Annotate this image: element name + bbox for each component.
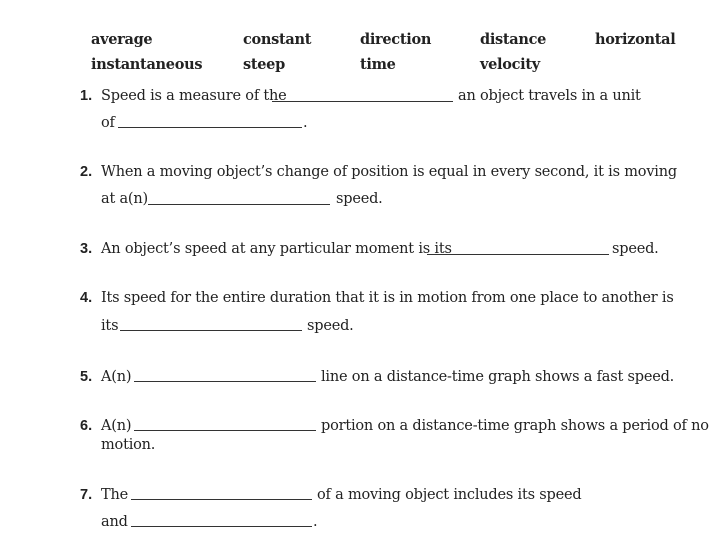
- question-text: portion on a distance-time graph shows a period of no: [321, 418, 709, 434]
- question-text: Its speed for the entire duration that it is in motion from one place to another is: [101, 290, 674, 306]
- question-number: 1.: [80, 88, 93, 104]
- question-number: 6.: [80, 418, 93, 434]
- word-bank-item: constant: [243, 31, 312, 48]
- answer-blank[interactable]: [131, 526, 312, 527]
- question-text: When a moving object’s change of position is equal in every second, it is moving: [101, 164, 677, 180]
- question-text: .: [313, 514, 318, 530]
- question-text: speed.: [307, 318, 354, 334]
- answer-blank[interactable]: [120, 330, 302, 331]
- question-text: its: [101, 318, 119, 334]
- question-text: line on a distance-time graph shows a fast speed.: [321, 369, 675, 385]
- question-text: A(n): [101, 418, 132, 434]
- question-text: of: [101, 115, 115, 131]
- word-bank-item: average: [91, 31, 153, 48]
- answer-blank[interactable]: [131, 499, 312, 500]
- word-bank-item: direction: [360, 31, 432, 48]
- question-text: .: [303, 115, 308, 131]
- question-text: speed.: [336, 191, 383, 207]
- question-text: A(n): [101, 369, 132, 385]
- word-bank-item: instantaneous: [91, 56, 203, 73]
- question-number: 3.: [80, 241, 93, 257]
- question-number: 4.: [80, 290, 93, 306]
- question-text: Speed is a measure of the: [101, 88, 287, 104]
- question-text: speed.: [612, 241, 659, 257]
- word-bank-item: time: [360, 56, 396, 73]
- question-text: motion.: [101, 437, 156, 453]
- word-bank-item: distance: [480, 31, 547, 48]
- question-text: of a moving object includes its speed: [317, 487, 582, 503]
- word-bank-item: velocity: [480, 56, 540, 73]
- answer-blank[interactable]: [148, 204, 330, 205]
- answer-blank[interactable]: [118, 127, 302, 128]
- question-text: an object travels in a unit: [458, 88, 641, 104]
- answer-blank[interactable]: [134, 381, 316, 382]
- question-number: 7.: [80, 487, 93, 503]
- question-text: An object’s speed at any particular moment is its: [101, 241, 452, 257]
- question-text: The: [101, 487, 128, 503]
- question-text: at a(n): [101, 191, 148, 207]
- word-bank-item: steep: [243, 56, 285, 73]
- answer-blank[interactable]: [427, 254, 609, 255]
- word-bank-item: horizontal: [595, 31, 676, 48]
- answer-blank[interactable]: [272, 101, 453, 102]
- question-text: and: [101, 514, 128, 530]
- question-number: 5.: [80, 369, 93, 385]
- answer-blank[interactable]: [134, 430, 316, 431]
- question-number: 2.: [80, 164, 93, 180]
